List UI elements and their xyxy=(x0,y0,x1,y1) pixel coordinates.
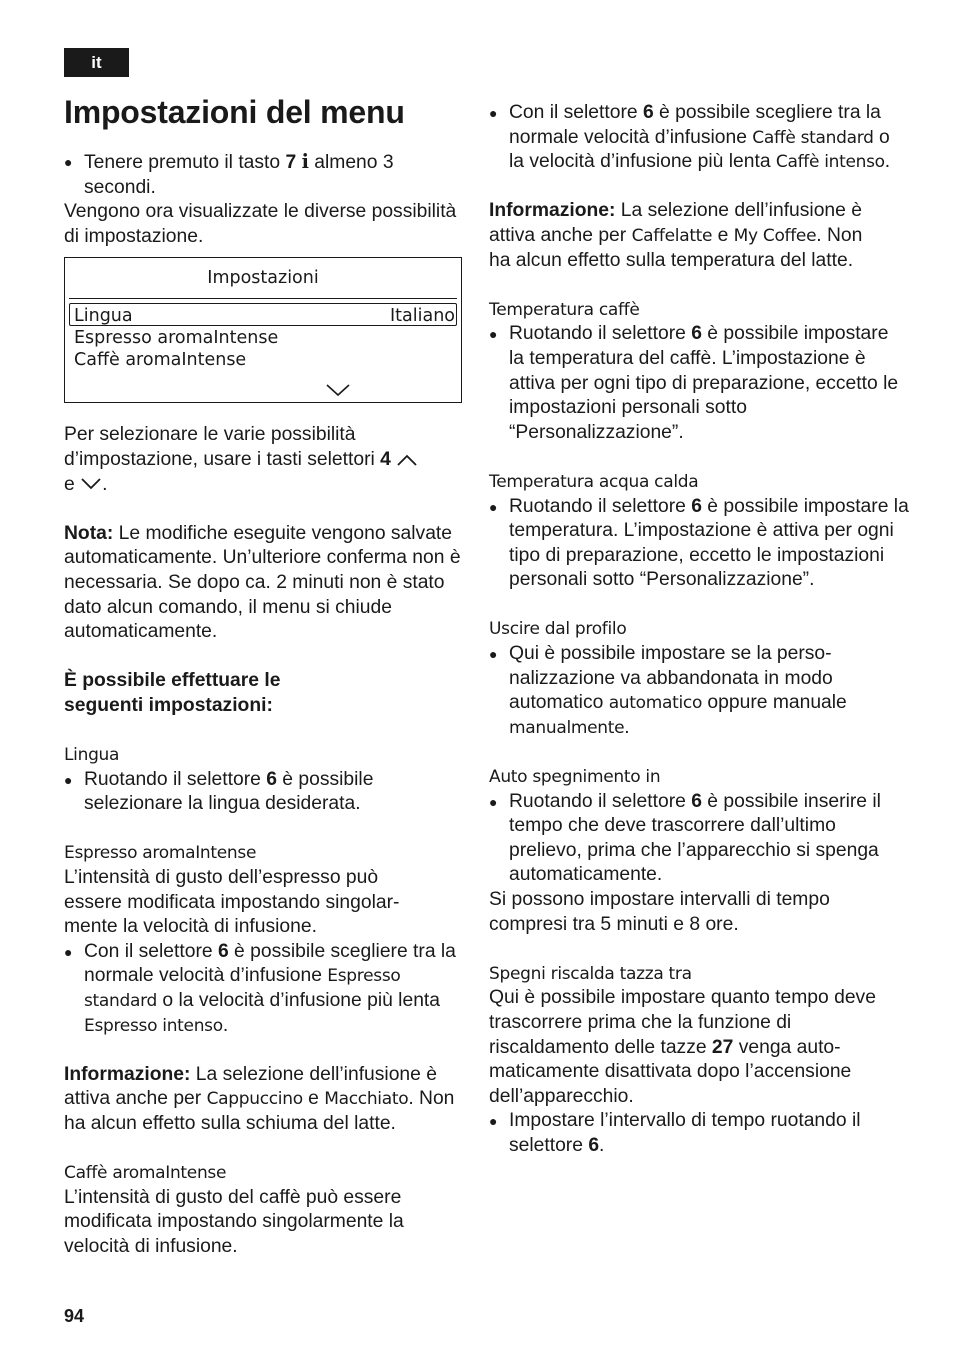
section-head-acqua-calda: Temperatura acqua calda xyxy=(489,471,699,492)
chevron-up-icon xyxy=(396,453,418,467)
info-key-icon: i xyxy=(301,150,309,173)
bullet-uscire-profilo: ● Qui è possibile impostare se la perso-nalizzazione va abbandonata in modo automatico automatico oppure manuale manualmente. xyxy=(489,642,899,740)
bullet-hold-key: ● Tenere premuto il tasto 7 i almeno 3 secondi. xyxy=(64,150,414,200)
bullet-espresso: ● Con il selettore 6 è possibile scegliere tra la normale velocità d’infusione Espresso standard o la velocità d’infusione più lenta Espresso intenso. xyxy=(64,940,464,1038)
left-column xyxy=(64,150,464,1260)
bullet-auto-spegnimento: ● Ruotando il selettore 6 è possibile inserire il tempo che deve trascorrere dall’ultimo prelievo, prima che l’apparecchio si spenga automaticamente. xyxy=(489,790,909,888)
settings-heading: È possibile effettuare le seguenti impostazioni: xyxy=(64,670,281,716)
section-head-caffe: Caffè aromaIntense xyxy=(64,1163,227,1184)
info-caffe: Informazione: La selezione dell’infusione è attiva anche per Caffelatte e My Coffee. Non ha alcun effetto sulla temperatura del latte. xyxy=(489,200,863,271)
auto-spegnimento-text: Si possono impostare intervalli di tempo compresi tra 5 minuti e 8 ore. xyxy=(489,889,830,935)
display-divider xyxy=(69,298,457,299)
info-espresso: Informazione: La selezione dell’infusione è attiva anche per Cappuccino e Macchiato. Non ha alcun effetto sulla schiuma del latte. xyxy=(64,1063,455,1134)
bullet-temperatura-caffe: ● Ruotando il selettore 6 è possibile impostare la temperatura del caffè. L’impostazione è attiva per ogni tipo di preparazione, eccetto le impostazioni personali sotto “Personalizzazione”. xyxy=(489,322,899,445)
page-title: Impostazioni del menu xyxy=(64,94,405,130)
bullet-spegni-riscalda: ● Impostare l’intervallo di tempo ruotando il selettore 6. xyxy=(489,1109,909,1158)
section-head-auto-spegnimento: Auto spegnimento in xyxy=(489,767,661,788)
display-title: Impostazioni xyxy=(207,268,319,289)
section-head-temperatura-caffe: Temperatura caffè xyxy=(489,299,640,320)
display-row-caffe: Caffè aromaIntense xyxy=(74,350,247,371)
selector-text: Per selezionare le varie possibilità d’impostazione, usare i tasti selettori 4 e . xyxy=(64,423,454,497)
caffe-text: L’intensità di gusto del caffè può essere modificata impostando singolarmente la velocità di infusione. xyxy=(64,1186,404,1257)
section-head-lingua: Lingua xyxy=(64,745,120,766)
espresso-text: L’intensità di gusto dell’espresso può essere modificata impostando singolar-mente la velocità di infusione. xyxy=(64,867,400,938)
chevron-down-icon xyxy=(325,382,351,398)
section-head-espresso: Espresso aromaIntense xyxy=(64,843,257,864)
language-tab: it xyxy=(64,48,129,77)
chevron-down-icon xyxy=(80,477,102,491)
spegni-riscalda-text: Qui è possibile impostare quanto tempo deve trascorrere prima che la funzione di riscaldamento delle tazze 27 venga auto-maticamente disattivata dopo l’accensione dell’apparecchio. xyxy=(489,987,876,1107)
display-row-lingua: Lingua Italiano xyxy=(74,306,455,327)
display-row-espresso: Espresso aromaIntense xyxy=(74,328,279,349)
section-head-uscire-profilo: Uscire dal profilo xyxy=(489,619,627,640)
bullet-caffe: ● Con il selettore 6 è possibile scegliere tra la normale velocità d’infusione Caffè standard o la velocità d’infusione più lenta Caffè intenso. xyxy=(489,101,909,175)
settings-display xyxy=(64,257,462,403)
intro-text: Vengono ora visualizzate le diverse possibilità di impostazione. xyxy=(64,201,457,247)
bullet-acqua-calda: ● Ruotando il selettore 6 è possibile impostare la temperatura. L’impostazione è attiva per ogni tipo di preparazione, eccetto le impostazioni personali sotto “Personalizzazione”. xyxy=(489,495,914,593)
right-column xyxy=(489,101,909,1159)
page-number: 94 xyxy=(64,1306,85,1326)
nota-text: Nota: Le modifiche eseguite vengono salvate automaticamente. Un’ulteriore conferma non è necessaria. Se dopo ca. 2 minuti non è stato dato alcun comando, il menu si chiude automaticamente. xyxy=(64,522,461,643)
bullet-lingua: ● Ruotando il selettore 6 è possibile selezionare la lingua desiderata. xyxy=(64,768,414,817)
section-head-spegni-riscalda: Spegni riscalda tazza tra xyxy=(489,963,692,984)
